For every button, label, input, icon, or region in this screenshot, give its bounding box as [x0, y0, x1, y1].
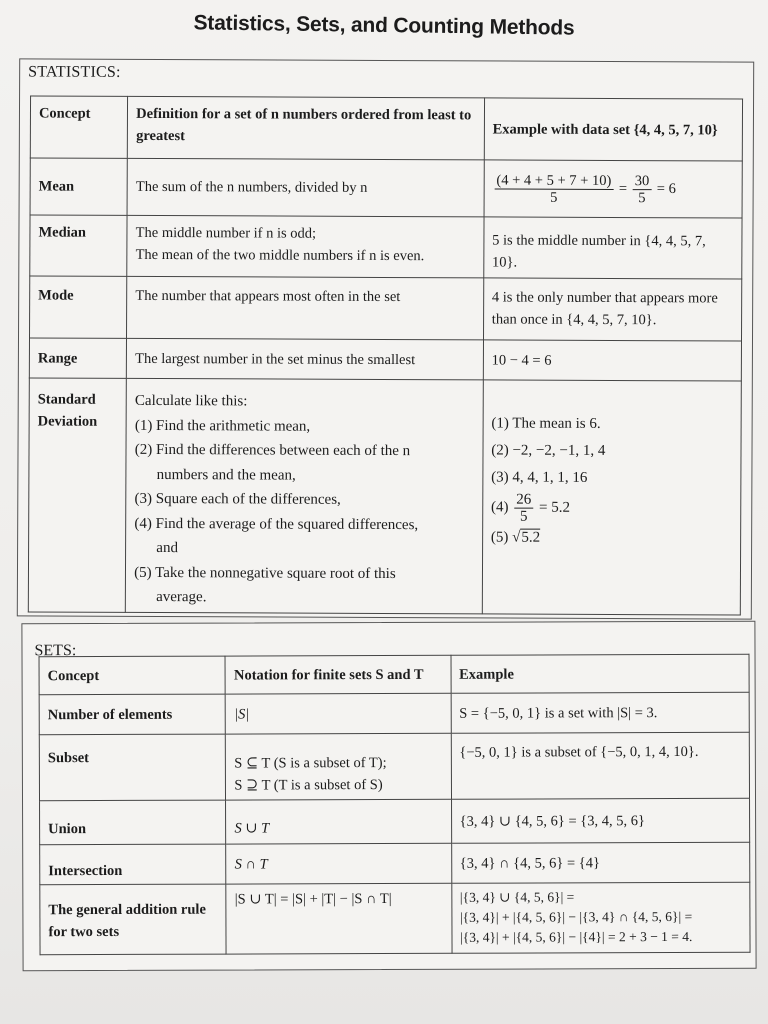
- notation-intersection: S ∩ T: [226, 843, 451, 884]
- example-number-of-elements: S = {−5, 0, 1} is a set with |S| = 3.: [451, 692, 750, 733]
- definition-step: (3) Square each of the differences,: [134, 490, 341, 508]
- statistics-label: STATISTICS:: [28, 63, 121, 81]
- step-number: (4): [490, 499, 509, 516]
- definition-step-continued: average.: [156, 589, 207, 606]
- table-row: [30, 276, 742, 341]
- notation-subset: [226, 733, 451, 800]
- header-example: Example: [451, 654, 750, 693]
- notation-number-of-elements: |S|: [226, 693, 451, 734]
- square-root-radicand: 5.2: [521, 529, 541, 546]
- definition-standard-deviation: [126, 378, 484, 614]
- fraction-numerator: 26: [514, 492, 533, 509]
- sets-table: [39, 654, 751, 955]
- table-row: [28, 378, 741, 615]
- definition-step-continued: and: [156, 540, 179, 557]
- table-row: [29, 338, 741, 381]
- table-row: [30, 215, 742, 279]
- example-mean: [484, 160, 743, 218]
- example-mode: 4 is the only number that appears more than once in {4, 4, 5, 7, 10}.: [483, 278, 742, 341]
- concept-line: Standard: [37, 391, 96, 408]
- fraction-denominator: 5: [519, 508, 528, 525]
- concept-mode: Mode: [30, 276, 127, 338]
- definition-step: (1) Find the arithmetic mean,: [134, 417, 311, 435]
- definition-range: The largest number in the set minus the smallest: [127, 338, 484, 380]
- definition-step: (5) Take the nonnegative square root of this: [134, 564, 396, 582]
- definition-mean: The sum of the n numbers, divided by n: [127, 158, 484, 217]
- definition-step: (4) Find the average of the squared differences,: [134, 515, 419, 533]
- example-line: |{3, 4}| + |{4, 5, 6}| − |{3, 4} ∩ {4, 5, 6}| =: [459, 908, 693, 925]
- square-root-symbol: (5) √: [490, 529, 521, 546]
- concept-mean: Mean: [30, 158, 127, 215]
- table-header-row: [30, 96, 742, 161]
- definition-line: The mean of the two middle numbers if n is even.: [135, 246, 425, 265]
- definition-median: [127, 215, 484, 278]
- mean-fraction-1: [494, 172, 613, 206]
- definition-line: The middle number if n is odd;: [135, 224, 317, 242]
- fraction-numerator: 30: [633, 173, 652, 190]
- table-row: [30, 158, 742, 218]
- concept-median: Median: [30, 215, 127, 276]
- notation-union: S ∪ T: [226, 799, 451, 844]
- concept-intersection: Intersection: [40, 844, 227, 885]
- equals-sign: =: [618, 180, 628, 197]
- example-general-addition-rule: [451, 882, 750, 953]
- fraction-denominator: 5: [638, 189, 646, 206]
- fraction-numerator: (4 + 4 + 5 + 7 + 10): [494, 172, 613, 190]
- page-title: Statistics, Sets, and Counting Methods: [193, 11, 575, 40]
- header-concept: Concept: [39, 656, 226, 695]
- example-step: (2) −2, −2, −1, 1, 4: [491, 442, 606, 459]
- table-header-row: [39, 654, 749, 694]
- table-row: [40, 882, 750, 954]
- notation-line: S ⊇ T (T is a subset of S): [234, 777, 383, 794]
- example-step: (3) 4, 4, 1, 1, 16: [491, 469, 588, 486]
- variance-result: = 5.2: [538, 499, 571, 516]
- concept-line: Deviation: [37, 413, 98, 430]
- concept-standard-deviation: [28, 378, 126, 612]
- header-example: Example with data set {4, 4, 5, 7, 10}: [484, 98, 743, 161]
- mean-result: = 6: [656, 180, 676, 197]
- example-standard-deviation: [482, 380, 741, 615]
- example-subset: {−5, 0, 1} is a subset of {−5, 0, 1, 4, 10}.: [451, 732, 750, 799]
- statistics-table: [28, 95, 743, 615]
- notation-general-addition-rule: |S ∪ T| = |S| + |T| − |S ∩ T|: [226, 883, 451, 954]
- header-notation: Notation for finite sets S and T: [225, 655, 450, 694]
- definition-step: (2) Find the differences between each of the n: [134, 441, 411, 460]
- example-median: 5 is the middle number in {4, 4, 5, 7, 10}.: [484, 217, 743, 279]
- concept-range: Range: [29, 338, 126, 378]
- table-row: [39, 732, 749, 800]
- notation-line: S ⊆ T (S is a subset of T);: [234, 755, 387, 772]
- statistics-section: [17, 58, 754, 619]
- variance-fraction: [514, 492, 533, 525]
- example-step: [491, 491, 732, 525]
- table-row: [40, 842, 750, 884]
- example-line: |{3, 4} ∪ {4, 5, 6}| =: [459, 889, 575, 905]
- definition-mode: The number that appears most often in the set: [127, 276, 484, 340]
- sets-section: [21, 621, 756, 972]
- example-union: {3, 4} ∪ {4, 5, 6} = {3, 4, 5, 6}: [451, 798, 750, 843]
- example-intersection: {3, 4} ∩ {4, 5, 6} = {4}: [451, 842, 750, 883]
- definition-line: Calculate like this:: [134, 392, 248, 410]
- concept-subset: Subset: [39, 734, 226, 801]
- header-concept: Concept: [30, 96, 127, 158]
- fraction-denominator: 5: [550, 189, 558, 206]
- definition-step-continued: numbers and the mean,: [156, 466, 296, 484]
- example-range: 10 − 4 = 6: [483, 340, 741, 381]
- table-row: [40, 798, 750, 844]
- sets-label: SETS:: [34, 642, 77, 660]
- header-definition: Definition for a set of n numbers ordered from least to greatest: [128, 96, 485, 160]
- concept-number-of-elements: Number of elements: [39, 694, 226, 735]
- example-line: |{3, 4}| + |{4, 5, 6}| − |{4}| = 2 + 3 − 1 = 4.: [459, 928, 693, 945]
- example-step: (1) The mean is 6.: [491, 415, 601, 432]
- table-row: [39, 692, 749, 734]
- concept-union: Union: [40, 800, 227, 845]
- mean-fraction-2: [633, 173, 652, 206]
- example-step: [491, 524, 732, 552]
- concept-general-addition-rule: The general addition rule for two sets: [40, 884, 227, 955]
